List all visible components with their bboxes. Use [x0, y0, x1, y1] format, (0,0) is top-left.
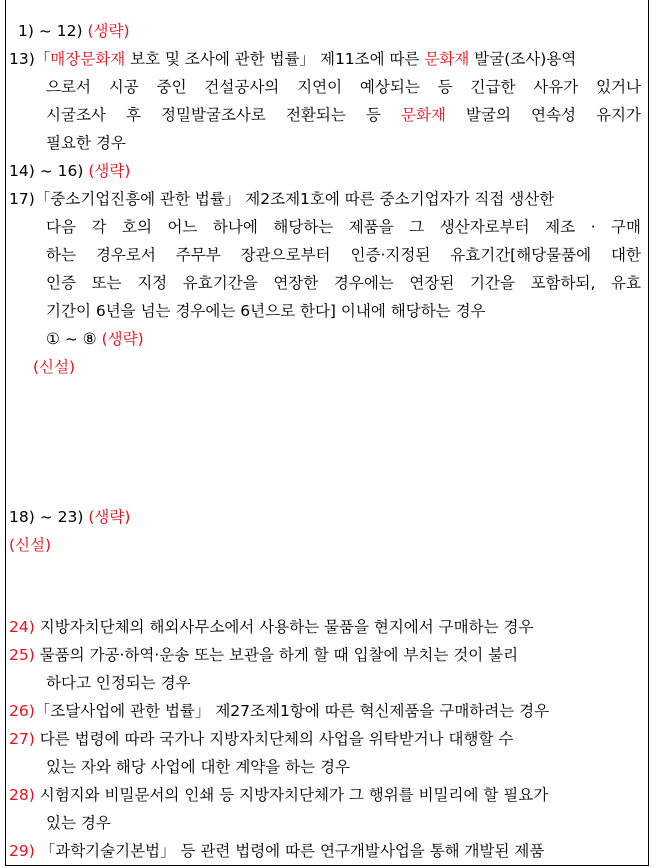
item-28-line-2: 있는 경우 [46, 814, 111, 832]
item-28-line-1: 28) 시험지와 비밀문서의 인쇄 등 지방자치단체가 그 행위를 비밀리에 할 필요가 [9, 786, 549, 804]
item-number: 13) [9, 50, 35, 68]
item-17-line-3: 하는 경우로서 주무부 장관으로부터 인증·지정된 유효기간[해당물품에 대한 [46, 246, 641, 264]
omitted-label: (생략) [88, 508, 131, 526]
item-17-line-1: 17)「중소기업진흥에 관한 법률」 제2조제1호에 따른 중소기업자가 직접 생산한 [9, 190, 555, 208]
omitted-label: (생략) [101, 330, 144, 348]
item-24: 24) 지방자치단체의 해외사무소에서 사용하는 물품을 현지에서 구매하는 경우 [9, 618, 534, 636]
omitted-label: (생략) [88, 162, 131, 180]
item-27-line-1: 27) 다른 법령에 따라 국가나 지방자치단체의 사업을 위탁받거나 대행할 수 [9, 730, 514, 748]
item-number: 25) [9, 646, 35, 664]
item-number: 29) [9, 842, 35, 860]
item-25-line-2: 하다고 인정되는 경우 [46, 674, 191, 692]
item-number: 27) [9, 730, 35, 748]
item-17-subitems [46, 325, 144, 353]
item-number: 26) [9, 702, 35, 720]
new-label: (신설) [9, 536, 52, 554]
item-number: 18) ~ 23) [9, 508, 84, 526]
subitem-range: ① ~ ⑧ [46, 330, 97, 348]
law-name: 매장문화재 [50, 50, 126, 68]
item-25-line-1: 25) 물품의 가공·하역·운송 또는 보관을 하게 할 때 입찰에 부치는 것이 불리 [9, 646, 519, 664]
item-number: 1) ~ 12) [18, 22, 83, 40]
item-27-line-2: 있는 자와 해당 사업에 대한 계약을 하는 경우 [46, 758, 351, 776]
item-13-line-1: 13)「매장문화재 보호 및 조사에 관한 법률」 제11조에 따른 문화재 발굴(조사)용역 [9, 50, 577, 68]
item-13-line-4: 필요한 경우 [46, 134, 126, 152]
item-17-line-5: 기간이 6년을 넘는 경우에는 6년으로 한다] 이내에 해당하는 경우 [46, 302, 486, 320]
item-26: 26)「조달사업에 관한 법률」 제27조제1항에 따른 혁신제품을 구매하려는 경우 [9, 702, 550, 720]
new-label: (신설) [33, 358, 76, 376]
omitted-label: (생략) [87, 22, 130, 40]
item-number: 14) ~ 16) [9, 162, 84, 180]
item-17-line-4: 인증 또는 지정 유효기간을 연장한 경우에는 연장된 기간을 포함하되, 유효 [46, 274, 641, 292]
item-number: 17) [9, 190, 35, 208]
item-17-line-2: 다음 각 호의 어느 하나에 해당하는 제품을 그 생산자로부터 제조 · 구매 [46, 218, 641, 236]
item-13-line-2: 으로서 시공 중인 건설공사의 지연이 예상되는 등 긴급한 사유가 있거나 [46, 78, 641, 96]
item-29-line-1: 29) 「과학기술기본법」 등 관련 법령에 따른 연구개발사업을 통해 개발된 제품 [9, 842, 545, 860]
item-number: 28) [9, 786, 35, 804]
cultural-heritage-term: 문화재 [424, 50, 470, 68]
item-number: 24) [9, 618, 35, 636]
item-13-line-3: 시굴조사 후 정밀발굴조사로 전환되는 등 문화재 발굴의 연속성 유지가 [46, 106, 641, 124]
item-14-16 [9, 157, 130, 185]
item-18-23 [9, 503, 130, 531]
item-1-12 [18, 17, 130, 45]
cultural-heritage-term: 문화재 [401, 106, 446, 124]
